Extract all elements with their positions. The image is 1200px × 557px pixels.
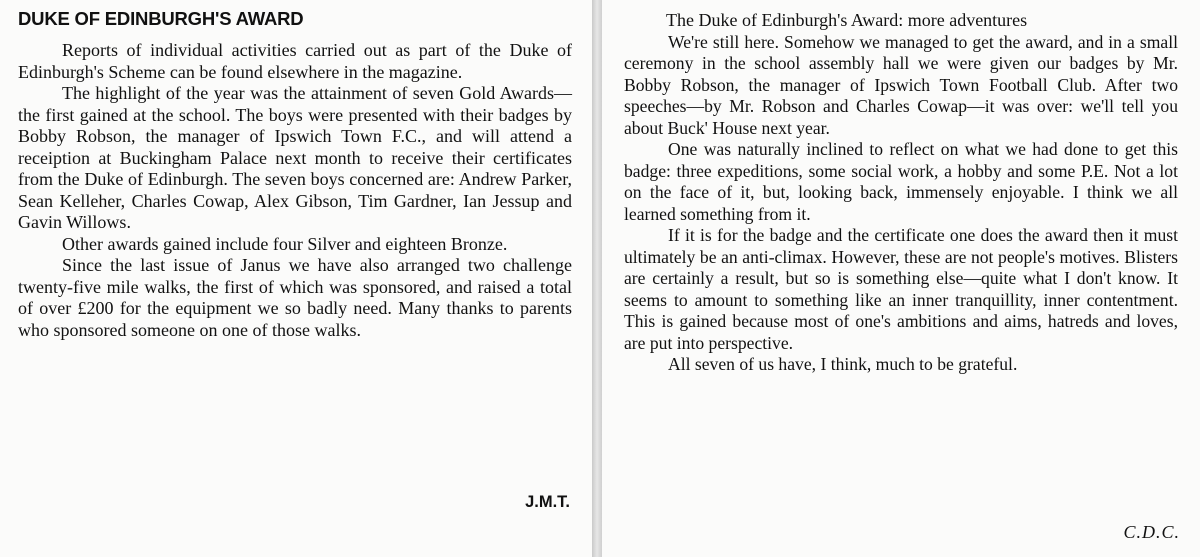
article-heading: DUKE OF EDINBURGH'S AWARD: [18, 8, 304, 29]
author-signature: C.D.C.: [1123, 522, 1180, 542]
left-page: [0, 0, 592, 557]
article-title: The Duke of Edinburgh's Award: more adventures: [666, 10, 1028, 30]
right-page: [602, 0, 1200, 557]
paragraph: All seven of us have, I think, much to be grateful.: [668, 354, 1018, 374]
author-signature: J.M.T.: [525, 493, 570, 511]
page-gutter: [592, 0, 602, 557]
paragraph: We're still here. Somehow we managed to get the award, and in a small ceremony in the school assembly hall we were given our badges by Mr. Bobby Robson, the manager of Ipswich Town Football Club. After two speeches—by Mr. Robson and Charles Cowap—it was over: we'll tell you about Buck' House next year.: [624, 31, 1178, 138]
paragraph: Since the last issue of Janus we have also arranged two challenge twenty-five mile walks, the first of which was sponsored, and raised a total of over £200 for the equipment we so badly need. Many thanks to parents who sponsored someone on one of those walks.: [18, 255, 572, 340]
paragraph: One was naturally inclined to reflect on what we had done to get this badge: three expeditions, some social work, a hobby and some P.E. Not a lot on the face of it, but, looking back, immensely enjoyable. I think we all learned something from it.: [624, 139, 1178, 224]
paragraph: The highlight of the year was the attainment of seven Gold Awards—the first gained at the school. The boys were presented with their badges by Bobby Robson, the manager of Ipswich Town F.C., and will attend a receiption at Buckingham Palace next month to receive their certificates from the Duke of Edinburgh. The seven boys concerned are: Andrew Parker, Sean Kelleher, Charles Cowap, Alex Gibson, Tim Gardner, Ian Jessup and Gavin Willows.: [18, 83, 572, 232]
paragraph: Reports of individual activities carried out as part of the Duke of Edinburgh's Scheme can be found elsewhere in the magazine.: [18, 40, 572, 82]
paragraph: If it is for the badge and the certificate one does the award then it must ultimately be an anti-climax. However, these are not people's motives. Blisters are certainly a result, but so is something else—quite what I don't know. It seems to amount to something like an inner tranquillity, inner contentment. This is gained because most of one's ambitions and aims, hatreds and loves, are put into perspective.: [624, 225, 1178, 353]
paragraph: Other awards gained include four Silver and eighteen Bronze.: [62, 233, 508, 254]
